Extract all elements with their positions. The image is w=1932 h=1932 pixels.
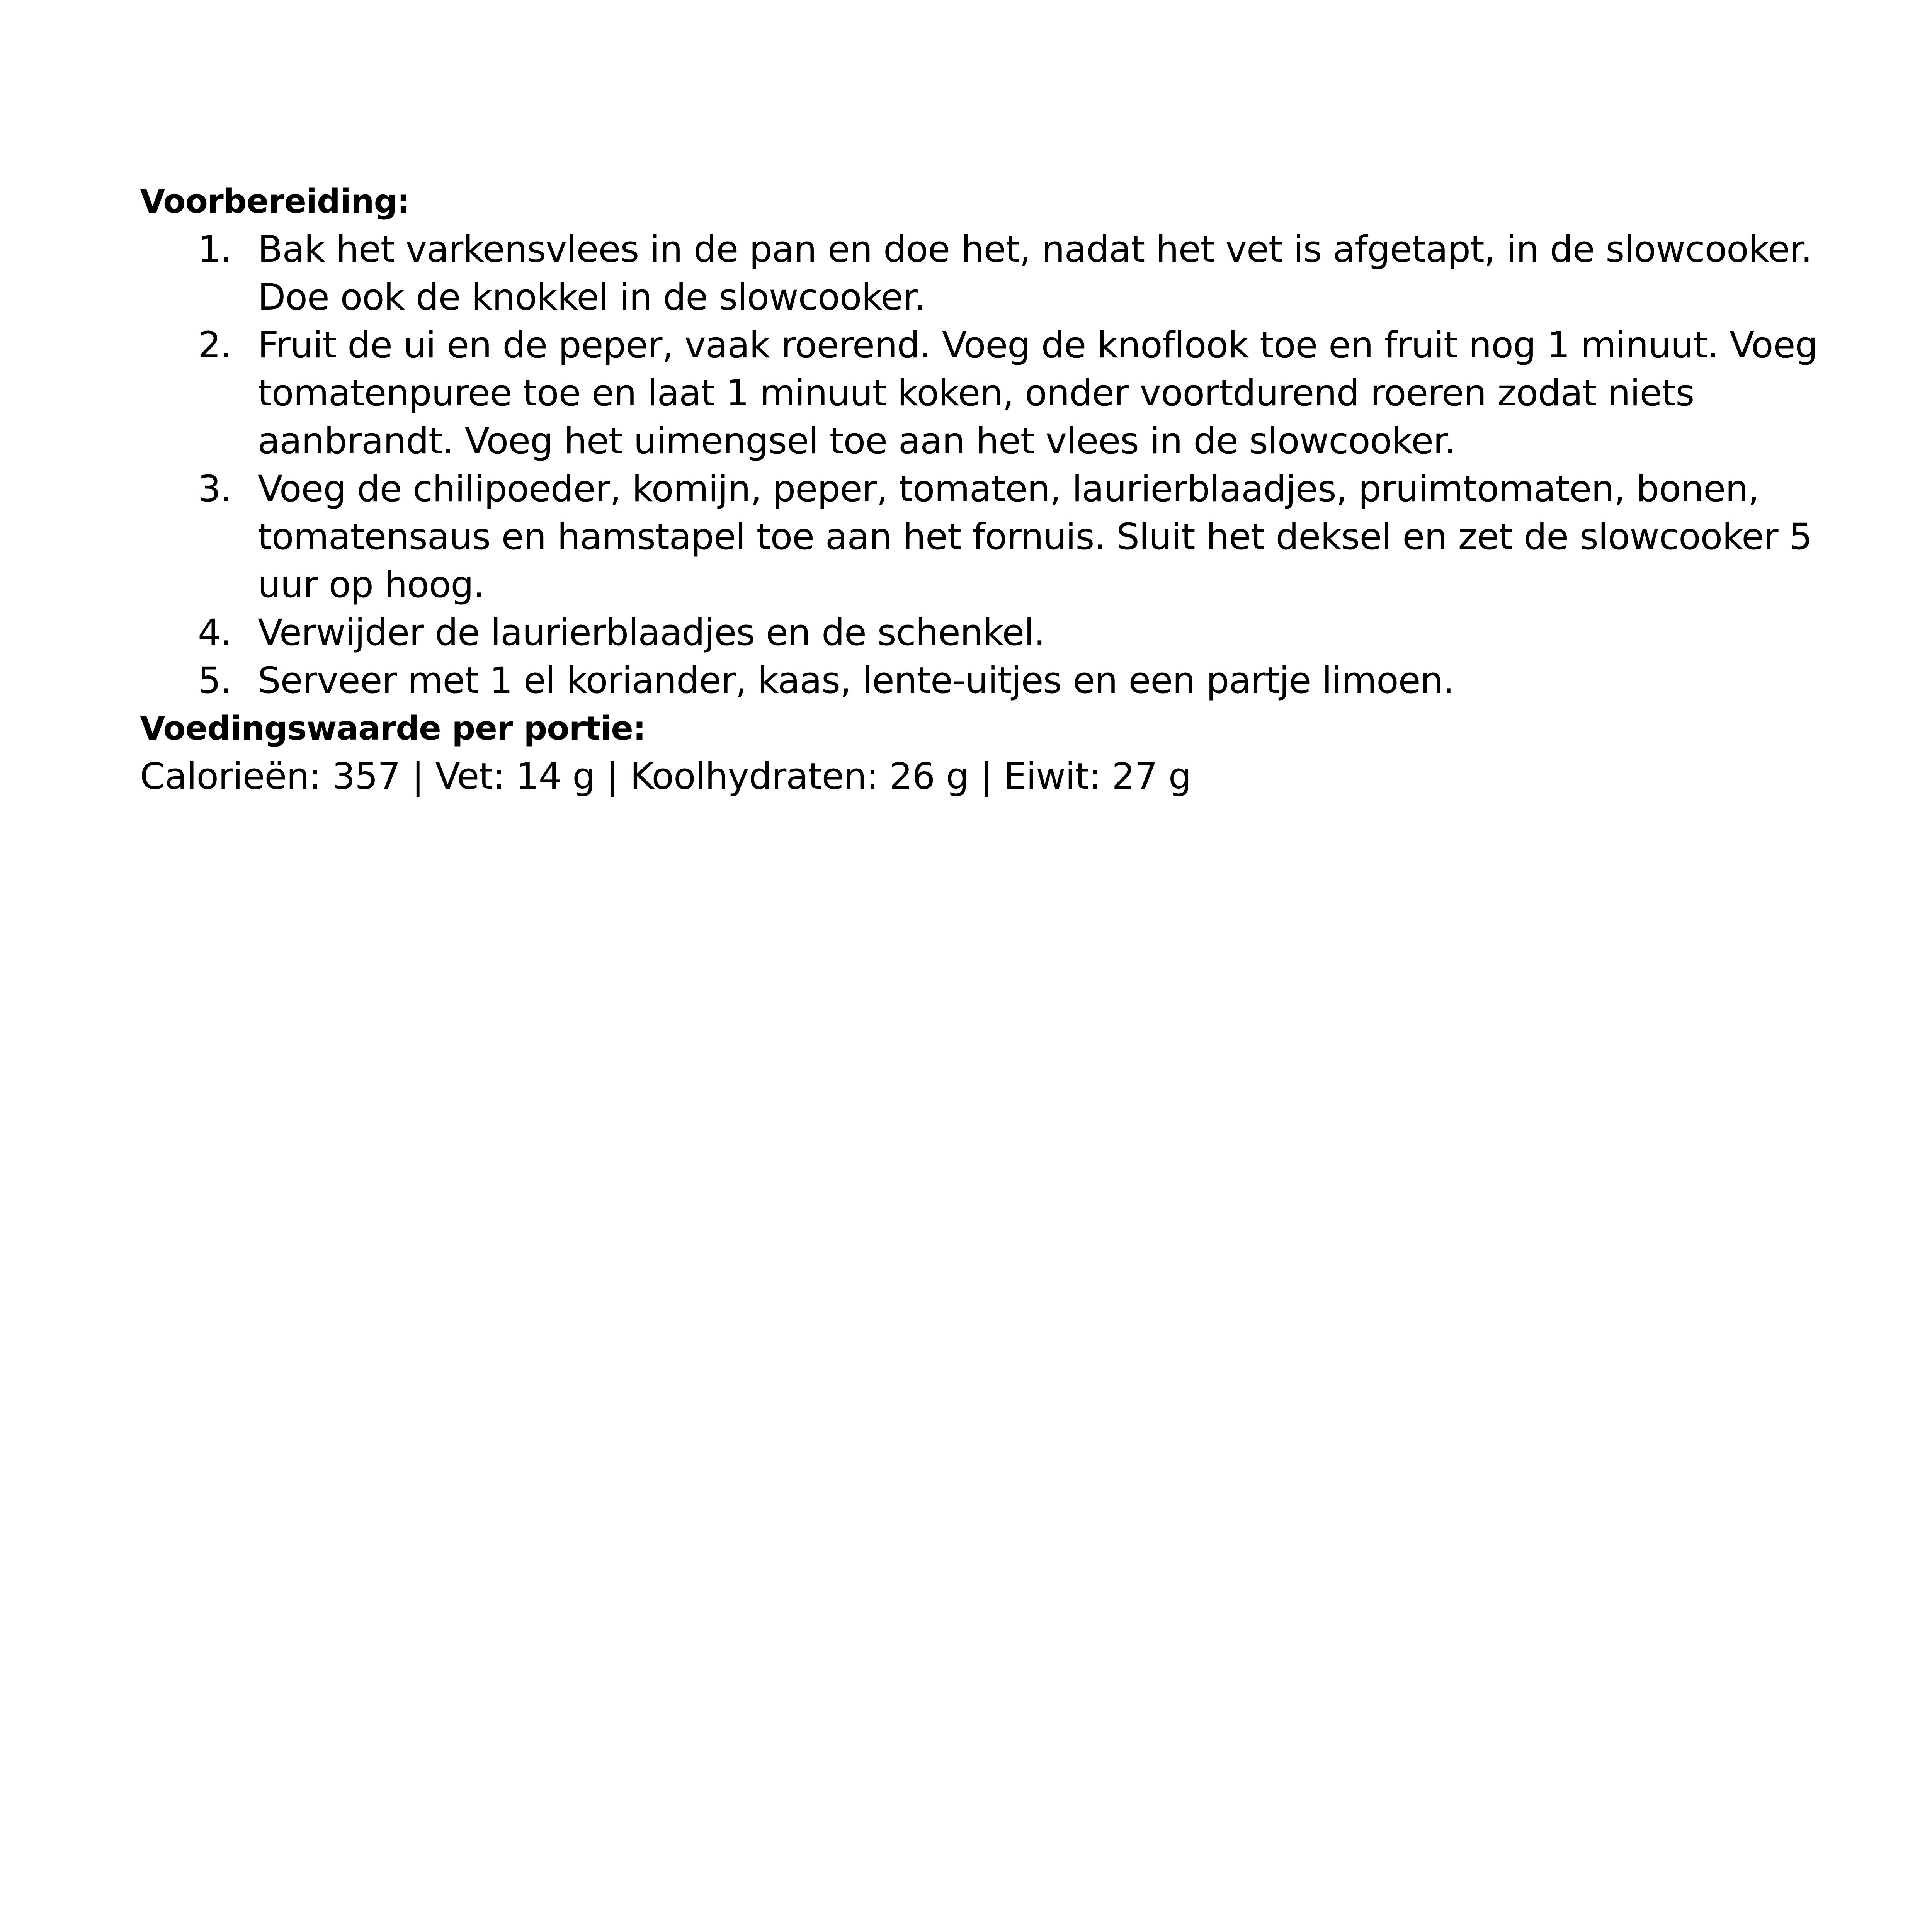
recipe-content xyxy=(140,178,1832,801)
preparation-steps-list xyxy=(140,226,1832,705)
nutrition-heading: Voedingswaarde per portie: xyxy=(140,709,646,748)
step-number: 5. xyxy=(198,660,232,702)
separator: | xyxy=(412,755,424,798)
step-number: 4. xyxy=(198,612,232,654)
preparation-heading: Voorbereiding: xyxy=(140,182,410,221)
step-text: Fruit de ui en de peper, vaak roerend. Voeg de knoflook toe en fruit nog 1 minuut. Voeg tomatenpuree toe en laat 1 minuut koken, onder voortdurend roeren zodat niets aanbrandt. Voeg het uimengsel toe aan het vlees in de slowcooker. xyxy=(258,324,1818,462)
preparation-step-4 xyxy=(140,609,1832,657)
separator: | xyxy=(606,755,619,798)
step-number: 1. xyxy=(198,228,232,270)
preparation-step-5 xyxy=(140,657,1832,705)
preparation-step-1 xyxy=(140,226,1832,321)
step-text: Bak het varkensvlees in de pan en doe het, nadat het vet is afgetapt, in de slowcooker. Doe ook de knokkel in de slowcooker. xyxy=(258,228,1812,318)
carbs-value: Koolhydraten: 26 g xyxy=(630,755,969,798)
nutrition-values xyxy=(140,753,1832,801)
step-text: Serveer met 1 el koriander, kaas, lente-uitjes en een partje limoen. xyxy=(258,660,1454,702)
preparation-step-2 xyxy=(140,321,1832,465)
step-text: Voeg de chilipoeder, komijn, peper, tomaten, laurierblaadjes, pruimtomaten, bonen, tomatensaus en hamstapel toe aan het fornuis. Sluit het deksel en zet de slowcooker 5 uur op hoog. xyxy=(258,468,1812,606)
protein-value: Eiwit: 27 g xyxy=(1003,755,1191,798)
step-number: 3. xyxy=(198,468,232,510)
step-text: Verwijder de laurierblaadjes en de schenkel. xyxy=(258,612,1045,654)
separator: | xyxy=(980,755,992,798)
preparation-step-3 xyxy=(140,465,1832,609)
fat-value: Vet: 14 g xyxy=(435,755,595,798)
step-number: 2. xyxy=(198,324,232,366)
calories-value: Calorieën: 357 xyxy=(140,755,400,798)
